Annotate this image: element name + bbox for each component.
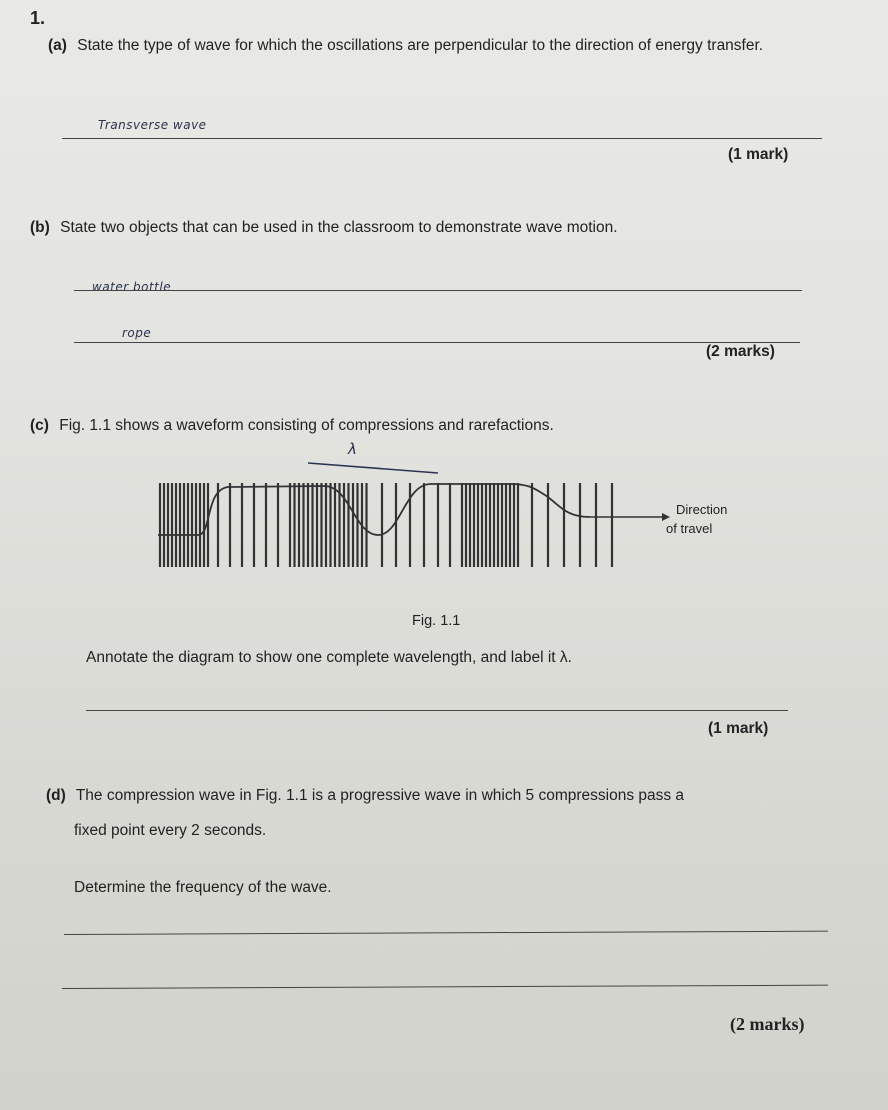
part-c-label: (c) <box>30 417 49 434</box>
part-c-marks: (1 mark) <box>708 720 769 737</box>
direction-arrow-head <box>662 513 670 521</box>
part-d-marks: (2 marks) <box>730 1014 805 1034</box>
part-b-handwritten-answer-2: rope <box>122 326 152 340</box>
part-b-text: State two objects that can be used in the classroom to demonstrate wave motion. <box>60 219 618 236</box>
part-c-handwritten-lambda: λ <box>348 440 358 458</box>
part-d-label: (d) <box>46 787 66 804</box>
part-d-answer-line-2 <box>62 985 828 989</box>
part-d-prompt: Determine the frequency of the wave. <box>74 879 332 896</box>
waveform-diagram <box>150 455 750 575</box>
part-d-question-line1 <box>46 780 836 812</box>
figure-caption: Fig. 1.1 <box>412 613 461 629</box>
part-c-answer-line <box>86 710 788 711</box>
handwritten-wavelength-line <box>308 463 438 473</box>
diagram-label-travel: of travel <box>666 521 713 536</box>
part-c-instruction: Annotate the diagram to show one complete wavelength, and label it λ. <box>86 649 572 666</box>
diagram-label-direction: Direction <box>676 502 728 517</box>
question-number: 1. <box>30 8 46 28</box>
part-a-handwritten-answer: Transverse wave <box>98 118 207 132</box>
part-a-answer-line <box>62 138 822 139</box>
part-d-text-line1: The compression wave in Fig. 1.1 is a progressive wave in which 5 compressions pass a <box>75 787 685 804</box>
part-b-marks: (2 marks) <box>706 343 775 360</box>
part-b-label: (b) <box>30 219 50 236</box>
part-c-question <box>30 410 820 442</box>
part-b-answer-line-2 <box>74 342 800 343</box>
part-c-text: Fig. 1.1 shows a waveform consisting of compressions and rarefactions. <box>59 417 554 434</box>
part-a-marks: (1 mark) <box>728 146 789 163</box>
part-b-question <box>30 212 820 244</box>
part-b-handwritten-answer-1: water bottle <box>92 280 172 294</box>
compression-rarefaction-bars <box>160 483 612 567</box>
part-d-answer-line-1 <box>64 931 828 935</box>
displacement-curve <box>158 484 590 535</box>
part-d-text-line2: fixed point every 2 seconds. <box>74 822 267 839</box>
part-b-answer-line-1 <box>74 290 802 291</box>
part-a-question <box>48 30 818 62</box>
part-a-text: State the type of wave for which the oscillations are perpendicular to the direction of energy transfer. <box>77 37 764 54</box>
part-a-label: (a) <box>48 37 67 54</box>
